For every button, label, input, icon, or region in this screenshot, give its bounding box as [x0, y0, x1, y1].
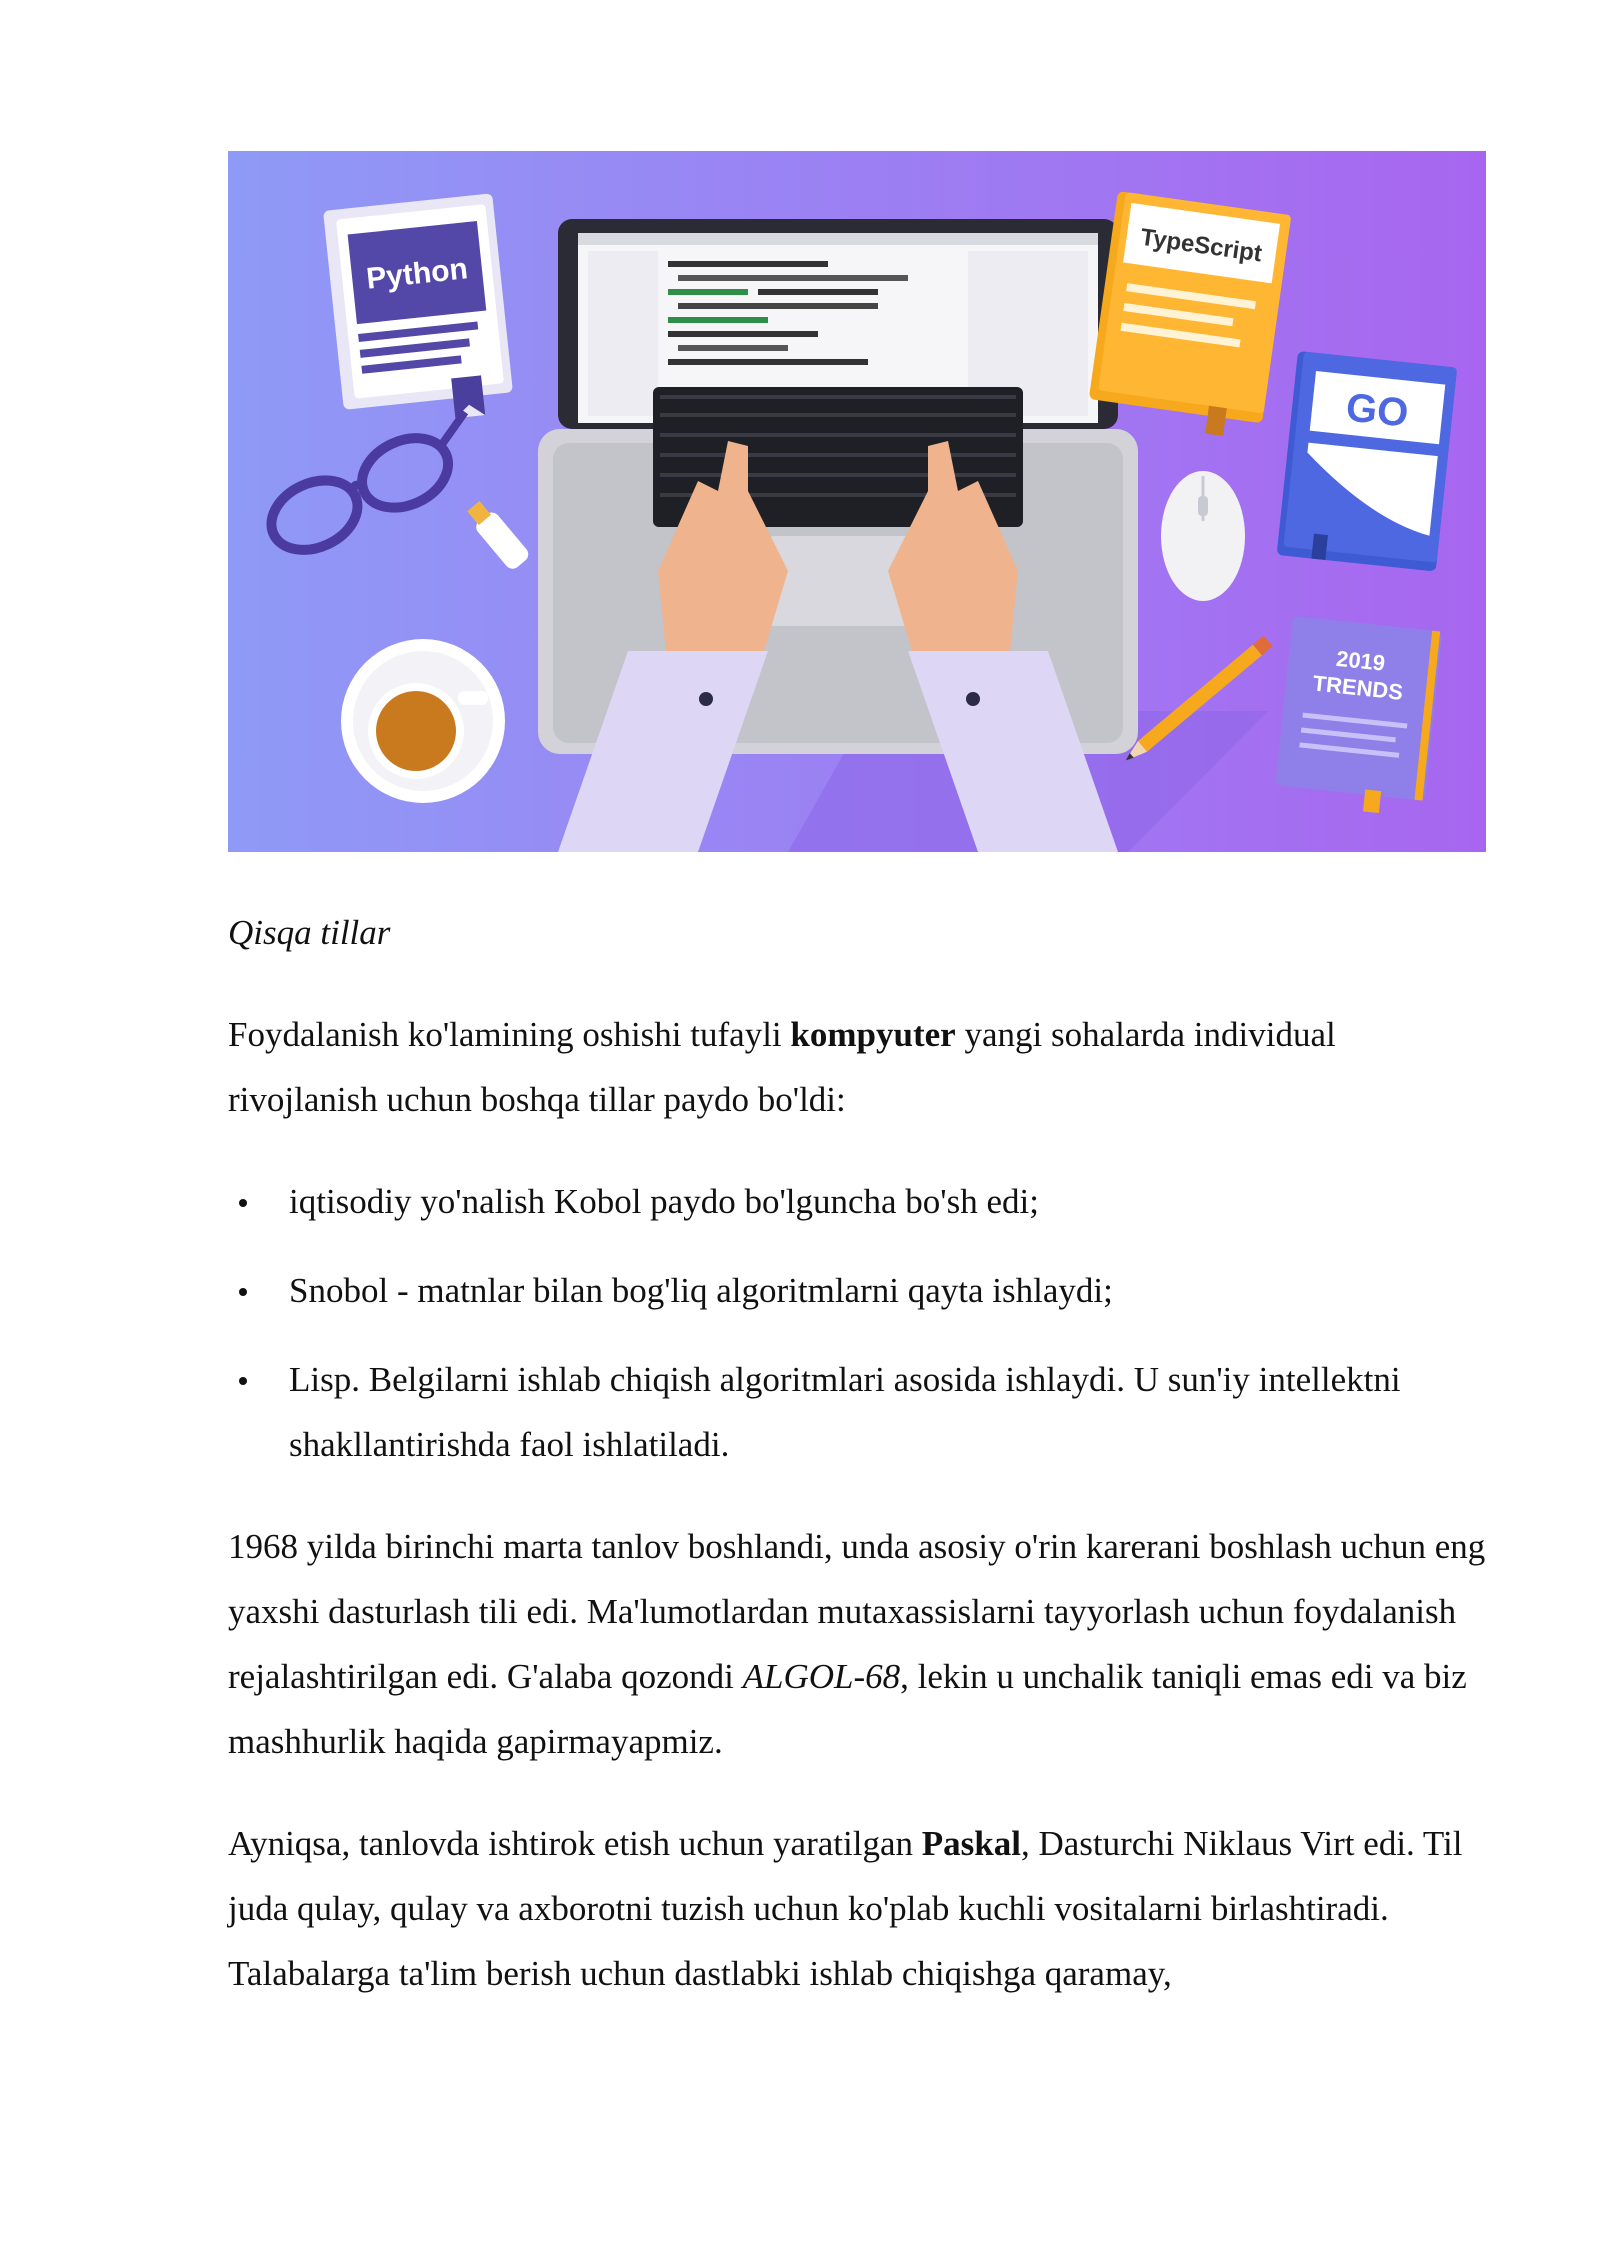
bullet-icon [239, 1199, 247, 1207]
bullet-icon [239, 1377, 247, 1385]
para3-text-after: , Dasturchi Niklaus Virt edi. Til juda qulay, qulay va axborotni tuzish uchun ko'plab kuchli vositalarni birlashtiradi. Talabalarga ta'lim berish uchun dastlabki ishlab chiqishga qaramay, [228, 1824, 1463, 1993]
hero-svg [228, 151, 1486, 852]
hero-illustration [228, 151, 1486, 852]
bullet-icon [239, 1288, 247, 1296]
para1-bold-term: kompyuter [790, 1015, 956, 1054]
para2-italic-term: ALGOL-68 [742, 1657, 901, 1696]
para3-bold-term: Paskal [921, 1824, 1021, 1863]
go-book-icon [1277, 351, 1458, 572]
trends-line2: TRENDS [1311, 670, 1405, 705]
image-caption: Qisqa tillar [228, 913, 391, 952]
list-item [228, 1258, 1490, 1323]
list-item-text: Lisp. Belgilarni ishlab chiqish algoritmlari asosida ishlaydi. U sun'iy intellektni shakllantirishda faol ishlatiladi. [289, 1360, 1401, 1464]
article-body [228, 900, 1490, 2043]
language-list [228, 1169, 1490, 1477]
list-item-text: Snobol - matnlar bilan bog'liq algoritmlarni qayta ishlaydi; [289, 1271, 1113, 1310]
trends-line1: 2019 [1335, 645, 1387, 676]
para2-text-after: , lekin u unchalik taniqli emas edi va biz mashhurlik haqida gapirmayapmiz. [228, 1657, 1467, 1761]
paragraph-pascal [228, 1811, 1490, 2006]
typescript-label: TypeScript [1138, 223, 1264, 268]
coffee-cup-icon [341, 639, 505, 803]
para1-text-before: Foydalanish ko'lamining oshishi tufayli [228, 1015, 791, 1054]
para1-text-after: yangi sohalarda individual rivojlanish uchun boshqa tillar paydo bo'ldi: [228, 1015, 1336, 1119]
trends-notebook-icon [1273, 616, 1442, 818]
paragraph-intro [228, 1002, 1490, 1132]
list-item-text: iqtisodiy yo'nalish Kobol paydo bo'lguncha bo'sh edi; [289, 1182, 1039, 1221]
python-label: Python [364, 252, 470, 296]
list-item [228, 1169, 1490, 1234]
para3-text-before: Ayniqsa, tanlovda ishtirok etish uchun yaratilgan [228, 1824, 922, 1863]
para2-text-before: 1968 yilda birinchi marta tanlov boshlandi, unda asosiy o'rin karerani boshlash uchun eng yaxshi dasturlash tili edi. Ma'lumotlardan mutaxassislarni tayyorlash uchun foydalanish rejalashtirilgan edi. G'alaba qozondi [228, 1527, 1486, 1696]
paragraph-contest [228, 1514, 1490, 1774]
mouse-icon [1161, 471, 1245, 601]
python-book-icon [323, 193, 515, 430]
go-label: GO [1343, 385, 1411, 436]
list-item [228, 1347, 1490, 1477]
